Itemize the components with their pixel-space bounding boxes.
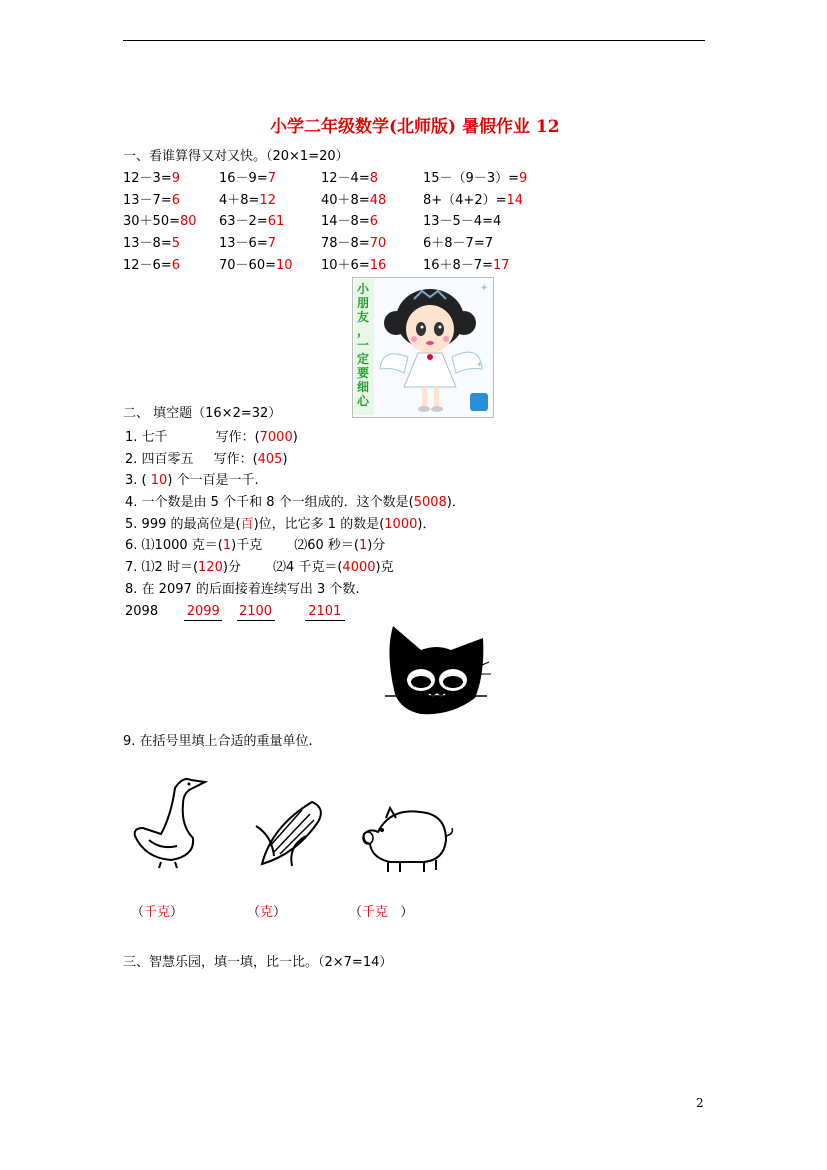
question-6: 6. ⑴1000 克＝(1)千克 ⑵60 秒＝(1)分 — [125, 538, 386, 553]
arith-item — [321, 171, 378, 187]
section3-heading: 三、智慧乐园，填一填，比一比。（2×7=14） — [123, 955, 393, 970]
arith-question: 10＋6= — [321, 258, 370, 273]
svg-text:✦: ✦ — [480, 283, 489, 294]
svg-text:要: 要 — [357, 366, 370, 380]
answer-blank: 2099 — [184, 604, 222, 621]
arith-item — [219, 258, 293, 274]
arith-question: 14－8= — [321, 214, 370, 229]
arith-question: 13－6= — [219, 236, 268, 251]
arith-item — [123, 236, 180, 252]
arith-answer: 10 — [275, 258, 293, 273]
arith-question: 16＋8－7= — [423, 258, 493, 273]
arith-item — [423, 193, 523, 209]
arith-item — [219, 214, 284, 230]
arith-answer: 9 — [518, 171, 528, 186]
arith-question: 13－8= — [123, 236, 172, 251]
arith-question: 8+（4+2）= — [423, 193, 507, 208]
arith-question: 15－（9－3）= — [423, 171, 519, 186]
arith-answer: 6 — [171, 193, 180, 208]
arith-answer: 9 — [171, 171, 180, 186]
svg-text:细: 细 — [357, 380, 370, 394]
arith-item — [423, 214, 501, 230]
arith-question: 70－60= — [219, 258, 276, 273]
arith-item — [423, 236, 493, 252]
arith-item — [219, 171, 276, 187]
cat-illustration — [381, 624, 491, 720]
arith-question: 30＋50= — [123, 214, 180, 229]
page-title: 小学二年级数学(北师版) 暑假作业 12 — [270, 117, 560, 137]
arith-question: 40＋8= — [321, 193, 370, 208]
arith-item — [123, 171, 180, 187]
arith-answer: 8 — [369, 171, 378, 186]
corn-illustration — [252, 796, 330, 870]
question-5: 5. 999 的最高位是(百)位，比它多 1 的数是(1000)． — [125, 517, 436, 532]
svg-text:一: 一 — [357, 338, 370, 352]
arith-item — [423, 258, 510, 274]
arith-question: 12－6= — [123, 258, 172, 273]
answer-blank: 2101 — [305, 604, 345, 621]
section2-heading: 二、 填空题（16×2=32） — [123, 406, 282, 421]
arith-question: 12－3= — [123, 171, 172, 186]
question-8: 8. 在 2097 的后面接着连续写出 3 个数. — [125, 582, 360, 597]
question-3: 3. ( 10) 个一百是一千. — [125, 473, 259, 488]
arith-item — [219, 193, 276, 209]
arith-answer: 7 — [267, 236, 276, 251]
question-7: 7. ⑴2 时＝(120)分 ⑵4 千克＝(4000)克 — [125, 560, 394, 575]
arith-answer: 12 — [259, 193, 276, 208]
question-9: 9. 在括号里填上合适的重量单位. — [123, 734, 313, 749]
arith-question: 12－4= — [321, 171, 370, 186]
arith-answer: 48 — [369, 193, 387, 208]
arith-question: 4＋8= — [219, 193, 260, 208]
svg-text:友: 友 — [357, 310, 370, 324]
svg-text:心: 心 — [357, 394, 370, 408]
arith-answer: 5 — [171, 236, 180, 251]
arith-item — [423, 171, 527, 187]
arith-item — [219, 236, 276, 252]
arith-answer: 7 — [267, 171, 276, 186]
arith-answer: 14 — [506, 193, 524, 208]
arith-answer: 6 — [171, 258, 180, 273]
pig-illustration — [360, 802, 460, 874]
arith-answer: 7 — [484, 236, 493, 251]
svg-text:定: 定 — [357, 352, 370, 366]
girl-banner-text — [356, 282, 370, 408]
arith-question: 63－2= — [219, 214, 268, 229]
arith-question: 6＋8－7= — [423, 236, 485, 251]
page-number: 2 — [696, 1096, 704, 1110]
arith-answer: 61 — [267, 214, 285, 229]
arith-item — [123, 193, 180, 209]
header-rule — [123, 40, 705, 41]
arith-item — [321, 193, 386, 209]
question-1: 1. 七千 写作：(7000) — [125, 430, 298, 445]
arith-answer: 80 — [179, 214, 197, 229]
question-4: 4. 一个数是由 5 个千和 8 个一组成的．这个数是(5008)． — [125, 495, 465, 510]
arith-item — [321, 258, 386, 274]
svg-text:小: 小 — [357, 282, 370, 296]
question-2: 2. 四百零五 写作：(405) — [125, 452, 288, 467]
answer-blank: 2100 — [237, 604, 275, 621]
arith-question: 16－9= — [219, 171, 268, 186]
arith-item — [123, 258, 180, 274]
q9-answer-pig: （千克 ） — [349, 905, 414, 920]
badge-icon — [470, 393, 488, 411]
question-8-answers: 2098 2099 2100 2101 — [125, 604, 345, 621]
arith-answer: 4 — [492, 214, 502, 229]
arith-question: 13－5－4= — [423, 214, 493, 229]
q9-answer-corn: （克） — [247, 905, 287, 920]
arith-item — [321, 236, 386, 252]
goose-illustration — [131, 770, 215, 870]
arith-question: 13－7= — [123, 193, 172, 208]
arith-answer: 17 — [492, 258, 510, 273]
svg-text:朋: 朋 — [357, 296, 370, 310]
girl-illustration — [352, 277, 494, 418]
arith-answer: 70 — [369, 236, 387, 251]
arith-item — [123, 214, 197, 230]
arith-answer: 16 — [369, 258, 387, 273]
section1-heading: 一、看谁算得又对又快。（20×1=20） — [123, 149, 349, 164]
arith-answer: 6 — [369, 214, 378, 229]
arith-item — [321, 214, 378, 230]
svg-text:，: ， — [357, 324, 370, 338]
arith-question: 78－8= — [321, 236, 370, 251]
svg-text:✦: ✦ — [476, 360, 483, 369]
q9-answer-goose: （千克） — [131, 905, 184, 920]
